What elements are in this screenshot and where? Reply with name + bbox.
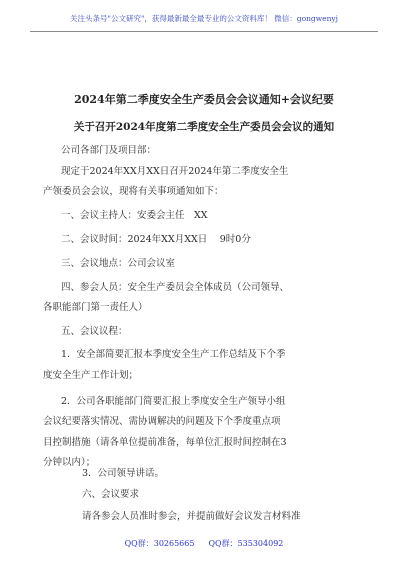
item-agenda: 五、会议议程： — [61, 326, 128, 337]
agenda-2-line-4: 分钟以内）； — [43, 457, 96, 468]
item-host: 一、会议主持人：安委会主任 XX — [61, 210, 208, 221]
intro-line-1: 现定于2024年XX月XX日召开2024年第二季度安全生 — [61, 166, 289, 177]
agenda-2-line-3: 目控制措施（请各单位提前准备，每单位汇报时间控制在3 — [43, 437, 287, 448]
document-title: 2024年第二季度安全生产委员会会议通知+会议纪要 — [74, 93, 334, 106]
salutation: 公司各部门及项目部： — [61, 145, 157, 156]
agenda-2-line-2: 会议纪要落实情况、需协调解决的问题及下个季度重点项 — [43, 416, 281, 427]
agenda-1-line-2: 度安全生产工作计划； — [43, 370, 139, 381]
item-time: 二、会议时间：2024年XX月XX日 9时0分 — [61, 234, 251, 245]
footer-qq-group-1: QQ群：30265665 — [124, 539, 195, 548]
intro-line-2: 产领委员会会议，现将有关事项通知如下： — [43, 186, 224, 197]
requirement-line-1: 请各参会人员准时参会，并提前做好会议发言材料准 — [82, 511, 301, 522]
agenda-1-line-1: 1．安全部简要汇报本季度安全生产工作总结及下个季 — [61, 349, 286, 360]
agenda-3: 3．公司领导讲话。 — [82, 468, 165, 479]
agenda-2-line-1: 2．公司各职能部门简要汇报上季度安全生产领导小组 — [61, 396, 286, 407]
item-requirements: 六、会议要求 — [82, 489, 140, 500]
promo-header-banner: 关注头条号"公文研究"，获得最新最全最专业的公文资料库！ 微信：gongwenyj — [70, 14, 338, 23]
notice-title: 关于召开2024年度第二季度安全生产委员会会议的通知 — [73, 121, 335, 133]
header-divider — [30, 31, 378, 32]
footer-qq-group-2: QQ群：535304092 — [208, 539, 284, 548]
footer-contact — [0, 538, 408, 549]
item-attendees-line-1: 四、参会人员：安全生产委员会全体成员（公司领导、 — [61, 282, 290, 293]
item-attendees-line-2: 各职能部门第一责任人） — [43, 302, 148, 313]
item-location: 三、会议地点：公司会议室 — [61, 258, 176, 269]
